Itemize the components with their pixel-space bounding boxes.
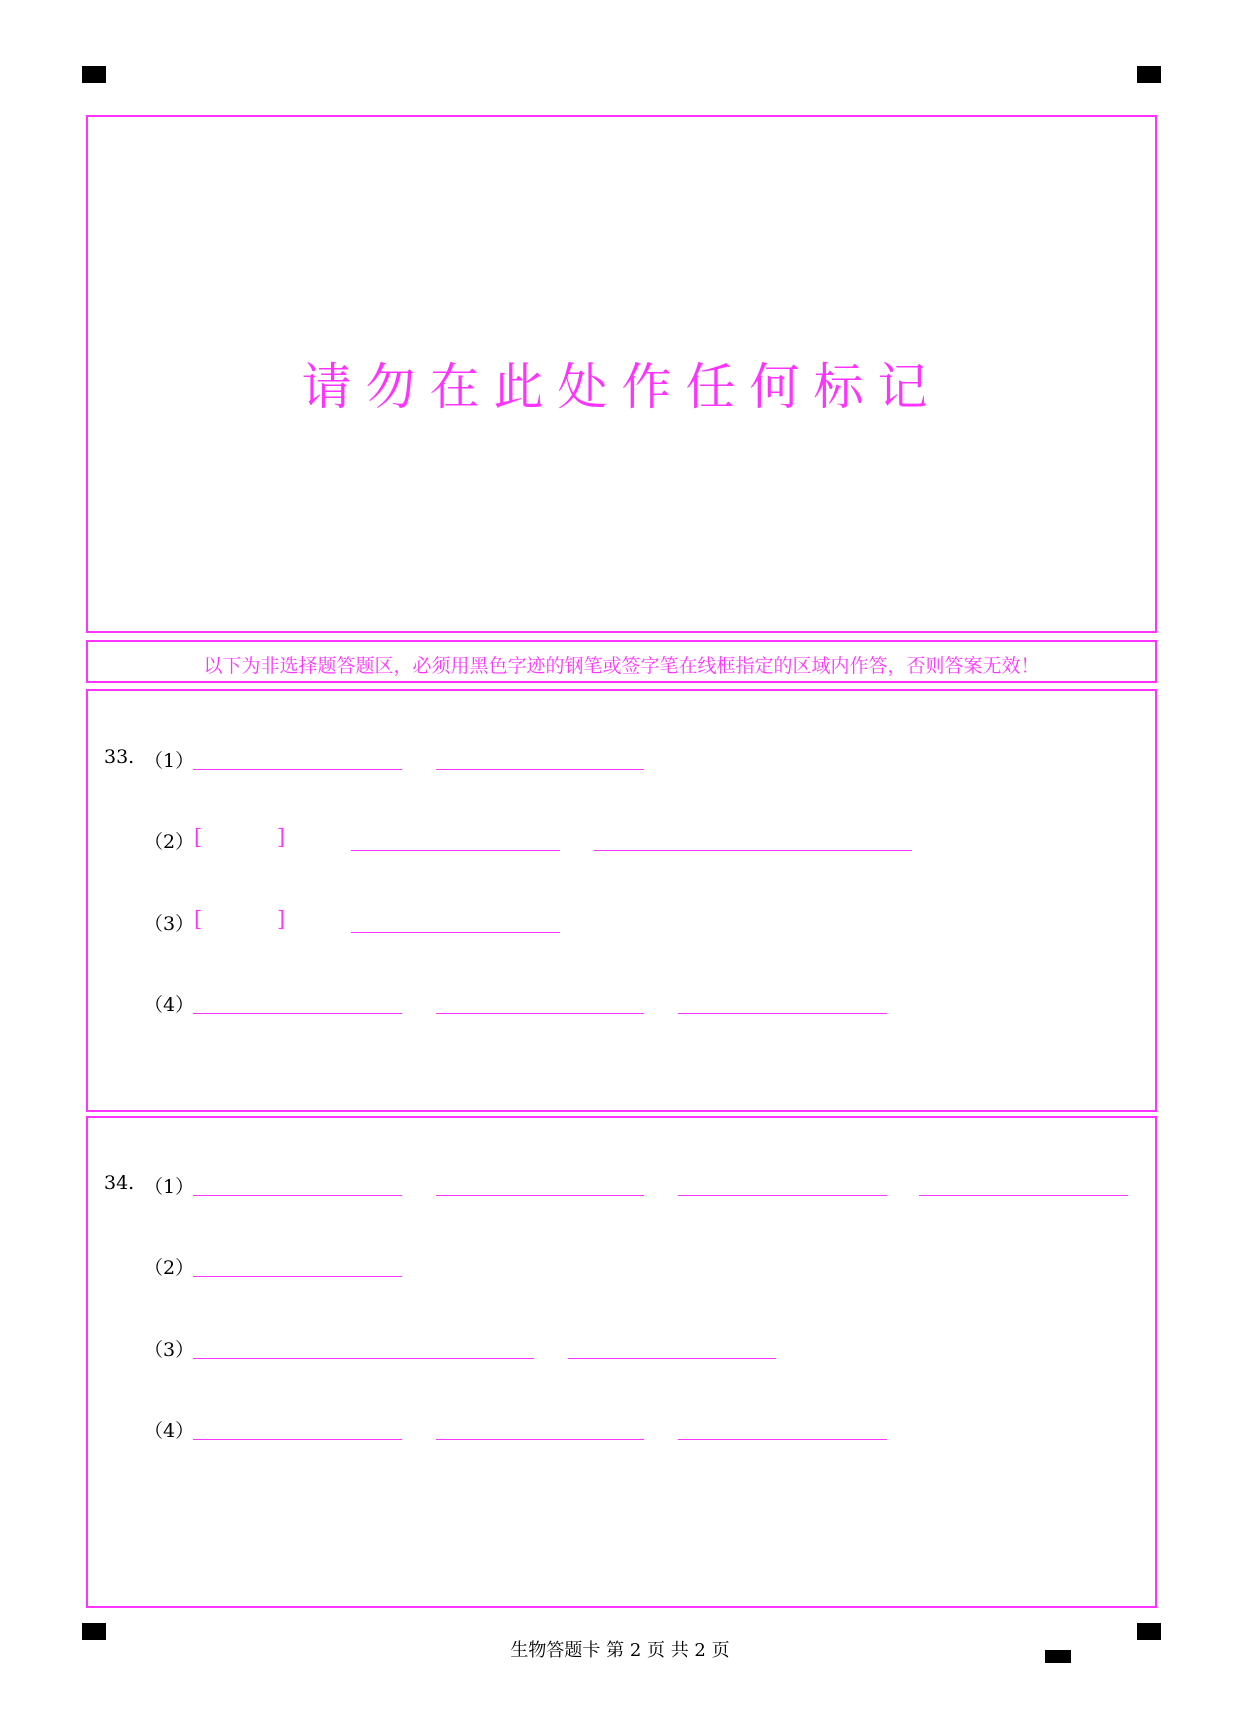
answer-blank[interactable] <box>678 1439 887 1440</box>
sub-question-label: （2） <box>144 1257 195 1279</box>
answer-notice-box <box>86 640 1157 683</box>
answer-blank[interactable] <box>193 1195 402 1196</box>
question-number: 33. <box>104 746 135 768</box>
answer-blank[interactable] <box>193 1276 402 1277</box>
choice-bracket-open: [ <box>194 825 203 849</box>
sub-question-label: （4） <box>144 1420 195 1442</box>
answer-box-q33 <box>86 689 1157 1112</box>
choice-bracket-close: ] <box>277 825 286 849</box>
question-number: 34. <box>104 1172 135 1194</box>
answer-blank[interactable] <box>919 1195 1128 1196</box>
no-mark-zone <box>86 115 1157 633</box>
sub-question-label: （3） <box>144 913 195 935</box>
answer-blank[interactable] <box>193 1439 402 1440</box>
answer-notice-text: 以下为非选择题答题区，必须用黑色字迹的钢笔或签字笔在线框指定的区域内作答，否则答案无效！ <box>203 655 1040 677</box>
choice-bracket-close: ] <box>277 907 286 931</box>
answer-box-q34 <box>86 1116 1157 1608</box>
answer-blank[interactable] <box>436 1439 644 1440</box>
answer-blank[interactable] <box>436 769 644 770</box>
sub-question-label: （3） <box>144 1339 195 1361</box>
sub-question-label: （1） <box>144 1176 195 1198</box>
answer-blank[interactable] <box>351 932 560 933</box>
registration-mark-top-left <box>82 66 106 83</box>
sub-question-label: （4） <box>144 994 195 1016</box>
answer-blank[interactable] <box>678 1195 887 1196</box>
answer-blank[interactable] <box>594 850 912 851</box>
sub-question-label: （2） <box>144 831 195 853</box>
page-footer: 生物答题卡 第 2 页 共 2 页 <box>510 1640 730 1661</box>
choice-bracket-open: [ <box>194 907 203 931</box>
answer-blank[interactable] <box>568 1358 776 1359</box>
answer-blank[interactable] <box>193 769 402 770</box>
no-mark-warning: 请勿在此处作任何标记 <box>301 358 942 416</box>
answer-blank[interactable] <box>351 850 560 851</box>
answer-blank[interactable] <box>193 1358 534 1359</box>
answer-blank[interactable] <box>678 1013 887 1014</box>
sub-question-label: （1） <box>144 750 195 772</box>
answer-blank[interactable] <box>436 1195 644 1196</box>
answer-blank[interactable] <box>193 1013 402 1014</box>
registration-mark-top-right <box>1137 66 1161 83</box>
answer-blank[interactable] <box>436 1013 644 1014</box>
